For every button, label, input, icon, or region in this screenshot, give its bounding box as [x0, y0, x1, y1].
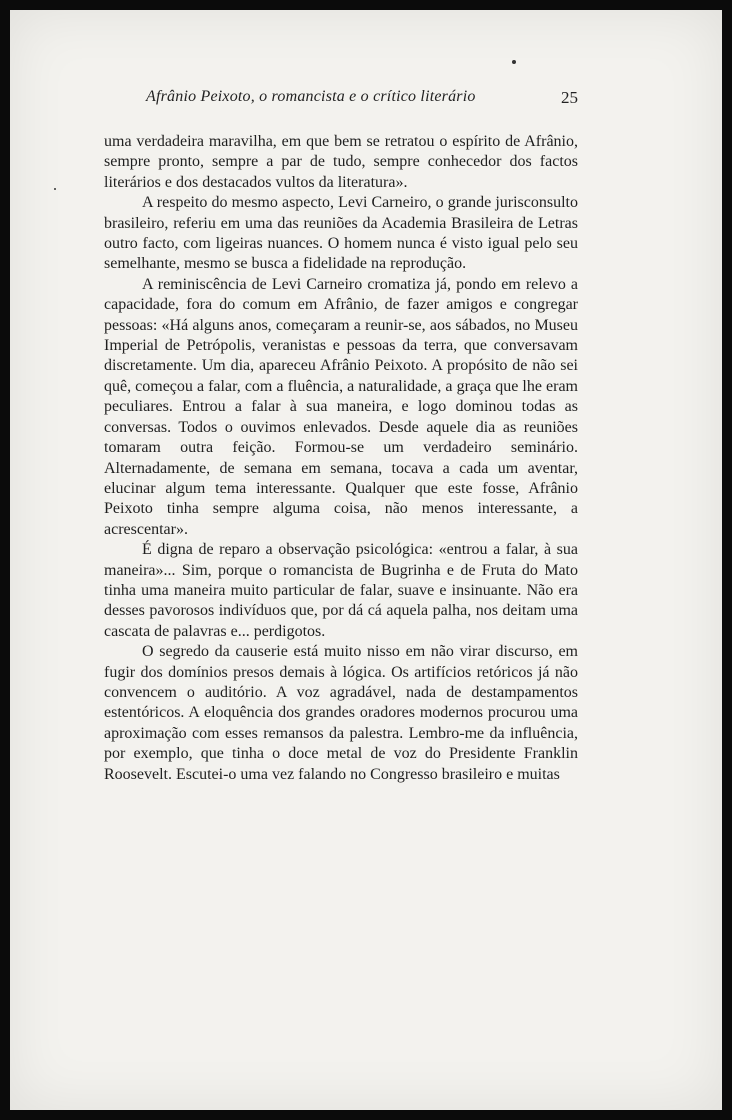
page-number: 25: [561, 88, 578, 107]
paragraph: É digna de reparo a observação psicológica: «entrou a falar, à sua maneira»... Sim, porque o romancista de Bugrinha e de Fruta do Mato tinha uma maneira muito particular de falar, suave e insinuante. Não era desses pavorosos indivíduos que, por dá cá aquela palha, nos deitam uma cascata de palavras e... perdigotos.: [104, 541, 578, 640]
paragraph: A reminiscência de Levi Carneiro cromatiza já, pondo em relevo a capacidade, fora do comum em Afrânio, de fazer amigos e congregar pessoas: «Há alguns anos, começaram a reunir-se, aos sábados, no Museu Imperial de Petrópolis, veranistas e pessoas da terra, que conversavam discretamente. Um dia, apareceu Afrânio Peixoto. A propósito de não sei quê, começou a falar, com a fluência, a naturalidade, a graça que lhe eram peculiares. Entrou a falar à sua maneira, e logo dominou todas as conversas. Todos o ouvimos enlevados. Desde aquele dia as reuniões tomaram outra feição. Formou-se um verdadeiro seminário. Alternadamente, de semana em semana, tocava a cada um aventar, elucinar algum tema interessante. Qualquer que este fosse, Afrânio Peixoto tinha sempre alguma coisa, não menos interessante, a acrescentar».: [104, 275, 578, 538]
ink-speck: [512, 60, 516, 64]
book-page: [10, 10, 722, 1110]
running-title: Afrânio Peixoto, o romancista e o crítico literário: [146, 88, 476, 105]
ink-speck: [54, 188, 56, 190]
paragraph: A respeito do mesmo aspecto, Levi Carneiro, o grande jurisconsulto brasileiro, referiu em uma das reuniões da Academia Brasileira de Letras outro facto, com ligeiras nuances. O homem nunca é visto igual pelo seu semelhante, mesmo se busca a fidelidade na reprodução.: [104, 194, 578, 273]
running-header: [146, 88, 578, 106]
paragraph: O segredo da causerie está muito nisso em não virar discurso, em fugir dos domínios presos demais à lógica. Os artifícios retóricos já não convencem o auditório. A voz agradável, nada de destampamentos estentóricos. A eloquência dos grandes oradores modernos procurou uma aproximação com esses remansos da palestra. Lembro-me da influência, por exemplo, que tinha o doce metal de voz do Presidente Franklin Roosevelt. Escutei-o uma vez falando no Congresso brasileiro e muitas: [104, 643, 578, 783]
paragraph: uma verdadeira maravilha, em que bem se retratou o espírito de Afrânio, sempre pronto, sempre a par de tudo, sempre conhecedor dos factos literários e dos destacados vultos da literatura».: [104, 133, 578, 191]
body-text: [104, 132, 578, 785]
